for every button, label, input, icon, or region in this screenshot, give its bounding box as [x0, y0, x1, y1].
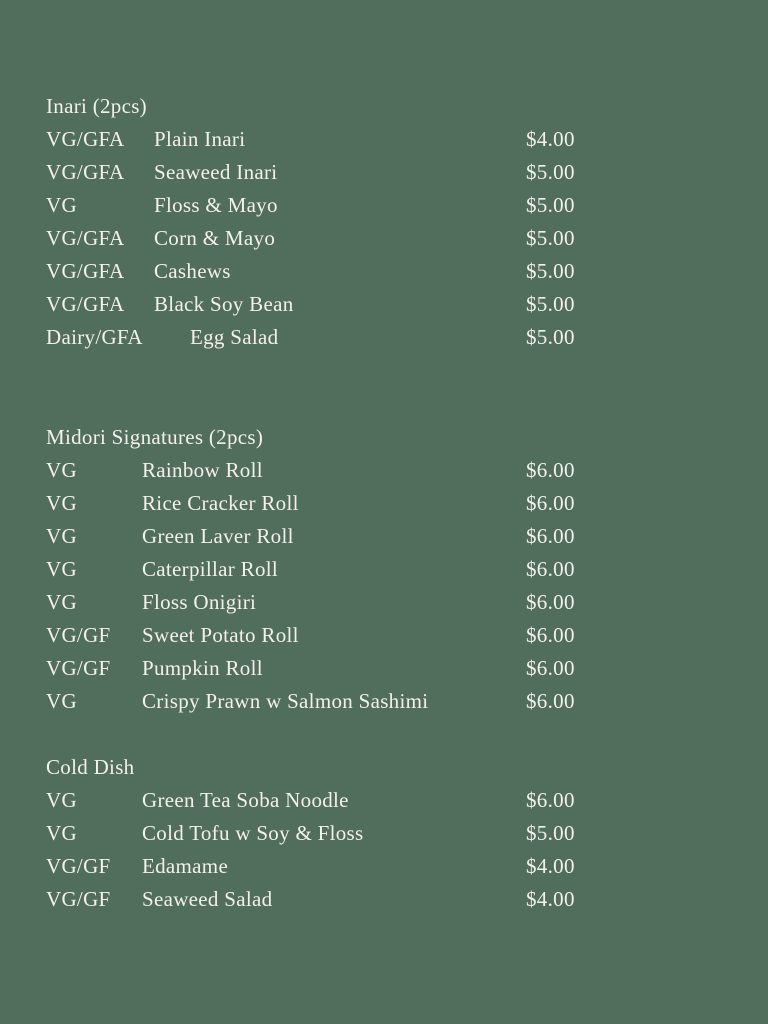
menu-item — [46, 817, 606, 850]
dietary-tag: VG — [46, 689, 77, 713]
item-name: Edamame — [142, 854, 229, 878]
menu-item — [46, 553, 606, 586]
dietary-tag: VG/GFA — [46, 160, 125, 184]
menu-item — [46, 222, 606, 255]
menu-item — [46, 652, 606, 685]
item-name: Cold Tofu w Soy & Floss — [142, 821, 364, 845]
item-name: Pumpkin Roll — [142, 656, 263, 680]
dietary-tag: VG/GF — [46, 623, 111, 647]
dietary-tag: VG/GFA — [46, 127, 125, 151]
item-price: $6.00 — [526, 590, 575, 614]
item-price: $4.00 — [526, 127, 575, 151]
menu-item — [46, 255, 606, 288]
item-name: Caterpillar Roll — [142, 557, 279, 581]
item-name: Corn & Mayo — [154, 226, 276, 250]
menu-item — [46, 189, 606, 222]
dietary-tag: VG/GF — [46, 656, 111, 680]
item-price: $6.00 — [526, 689, 575, 713]
dietary-tag: VG — [46, 458, 77, 482]
dietary-tag: VG — [46, 788, 77, 812]
item-price: $6.00 — [526, 656, 575, 680]
dietary-tag: VG — [46, 524, 77, 548]
menu-item — [46, 454, 606, 487]
dietary-tag: VG — [46, 557, 77, 581]
menu-item — [46, 619, 606, 652]
item-name: Floss & Mayo — [154, 193, 278, 217]
item-price: $5.00 — [526, 226, 575, 250]
menu-item — [46, 321, 606, 354]
item-price: $6.00 — [526, 557, 575, 581]
item-name: Green Laver Roll — [142, 524, 294, 548]
item-price: $6.00 — [526, 491, 575, 515]
item-price: $6.00 — [526, 458, 575, 482]
item-price: $6.00 — [526, 788, 575, 812]
item-price: $5.00 — [526, 193, 575, 217]
item-name: Green Tea Soba Noodle — [142, 788, 349, 812]
dietary-tag: VG/GFA — [46, 259, 125, 283]
dietary-tag: VG/GF — [46, 854, 111, 878]
item-price: $5.00 — [526, 325, 575, 349]
menu-item — [46, 288, 606, 321]
menu-item — [46, 123, 606, 156]
item-name: Black Soy Bean — [154, 292, 294, 316]
item-name: Rainbow Roll — [142, 458, 263, 482]
item-price: $4.00 — [526, 854, 575, 878]
item-name: Sweet Potato Roll — [142, 623, 299, 647]
item-price: $6.00 — [526, 623, 575, 647]
dietary-tag: VG/GFA — [46, 226, 125, 250]
menu-item — [46, 850, 606, 883]
menu-item — [46, 156, 606, 189]
item-name: Egg Salad — [190, 325, 279, 349]
dietary-tag: VG — [46, 590, 77, 614]
menu-section-inari — [46, 90, 606, 354]
item-name: Plain Inari — [154, 127, 246, 151]
menu-section-signatures — [46, 421, 606, 718]
dietary-tag: VG — [46, 821, 77, 845]
item-price: $5.00 — [526, 292, 575, 316]
dietary-tag: VG — [46, 193, 77, 217]
dietary-tag: VG/GFA — [46, 292, 125, 316]
item-name: Floss Onigiri — [142, 590, 257, 614]
item-name: Cashews — [154, 259, 231, 283]
item-name: Seaweed Salad — [142, 887, 273, 911]
section-title: Midori Signatures (2pcs) — [46, 425, 264, 449]
dietary-tag: VG — [46, 491, 77, 515]
item-name: Seaweed Inari — [154, 160, 278, 184]
menu-item — [46, 685, 606, 718]
menu-item — [46, 784, 606, 817]
dietary-tag: VG/GF — [46, 887, 111, 911]
item-price: $5.00 — [526, 259, 575, 283]
item-price: $6.00 — [526, 524, 575, 548]
section-title: Cold Dish — [46, 755, 135, 779]
item-name: Rice Cracker Roll — [142, 491, 299, 515]
menu-item — [46, 586, 606, 619]
menu-item — [46, 487, 606, 520]
item-price: $4.00 — [526, 887, 575, 911]
item-name: Crispy Prawn w Salmon Sashimi — [142, 689, 429, 713]
menu-item — [46, 520, 606, 553]
menu-item — [46, 883, 606, 916]
section-title: Inari (2pcs) — [46, 94, 147, 118]
item-price: $5.00 — [526, 160, 575, 184]
menu-section-cold-dish — [46, 751, 606, 916]
dietary-tag: Dairy/GFA — [46, 325, 143, 349]
item-price: $5.00 — [526, 821, 575, 845]
